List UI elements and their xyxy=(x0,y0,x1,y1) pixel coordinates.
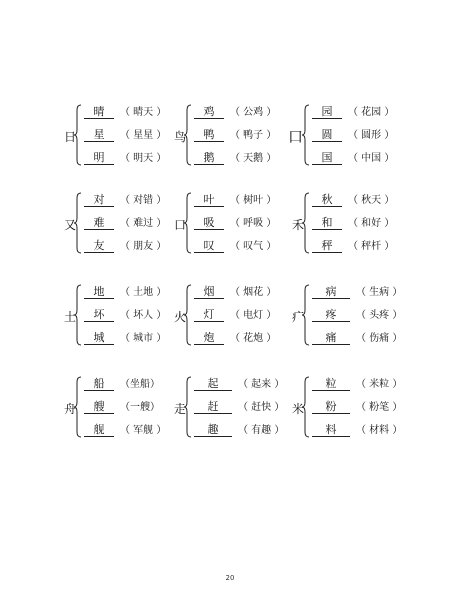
word-group xyxy=(64,284,182,354)
word: （ 烟花 ） xyxy=(230,287,277,298)
radical: 日 xyxy=(64,130,77,144)
brace-icon xyxy=(302,192,310,254)
character: 友 xyxy=(84,239,114,253)
list-item xyxy=(312,422,402,438)
character: 粉 xyxy=(312,400,350,414)
list-item xyxy=(84,104,166,120)
word-group xyxy=(174,192,292,262)
character: 艘 xyxy=(84,400,114,414)
character: 料 xyxy=(312,423,350,437)
character: 星 xyxy=(84,128,114,142)
list-item xyxy=(84,127,166,143)
list-item xyxy=(312,127,394,143)
character: 鹅 xyxy=(194,151,224,165)
list-item xyxy=(194,399,284,415)
list-item xyxy=(194,330,276,346)
list-item xyxy=(84,238,166,254)
character: 明 xyxy=(84,151,114,165)
character: 叶 xyxy=(194,193,224,207)
character: 灯 xyxy=(194,308,224,322)
word-group xyxy=(64,376,182,446)
word: （坐船） xyxy=(120,379,160,390)
list-item xyxy=(84,150,166,166)
character: 粒 xyxy=(312,377,350,391)
radical: 土 xyxy=(64,310,77,324)
list-item xyxy=(84,307,166,323)
brace-icon xyxy=(74,104,82,166)
word: （ 城市 ） xyxy=(120,333,167,344)
word: （ 鸭子 ） xyxy=(230,130,277,141)
list-item xyxy=(194,307,276,323)
list-item xyxy=(194,192,276,208)
word: （ 坏人 ） xyxy=(120,310,167,321)
word: （ 树叶 ） xyxy=(230,195,277,206)
character: 船 xyxy=(84,377,114,391)
character: 趣 xyxy=(194,423,232,437)
character: 鸭 xyxy=(194,128,224,142)
list-item xyxy=(312,399,402,415)
character: 病 xyxy=(312,285,350,299)
word: （ 粉笔 ） xyxy=(356,402,403,413)
brace-icon xyxy=(74,284,82,346)
list-item xyxy=(312,330,402,346)
word: （ 叹气 ） xyxy=(230,241,277,252)
word-group xyxy=(292,284,410,354)
character: 痛 xyxy=(312,331,350,345)
list-item xyxy=(312,376,402,392)
character: 烟 xyxy=(194,285,224,299)
list-item xyxy=(194,104,276,120)
brace-icon xyxy=(184,192,192,254)
list-item xyxy=(84,330,166,346)
word: （ 头疼 ） xyxy=(356,310,403,321)
word: （ 天鹅 ） xyxy=(230,153,277,164)
radical: 疒 xyxy=(292,310,305,324)
character: 秤 xyxy=(312,239,342,253)
brace-icon xyxy=(302,376,310,438)
brace-icon xyxy=(302,104,310,166)
word: （ 朋友 ） xyxy=(120,241,167,252)
character: 圆 xyxy=(312,128,342,142)
character: 坏 xyxy=(84,308,114,322)
character: 鸡 xyxy=(194,105,224,119)
character: 国 xyxy=(312,151,342,165)
word-group xyxy=(174,284,292,354)
list-item xyxy=(312,215,394,231)
word: （一艘） xyxy=(120,402,160,413)
word-group xyxy=(174,376,292,446)
list-item xyxy=(194,284,276,300)
word: （ 米粒 ） xyxy=(356,379,403,390)
word: （ 赶快 ） xyxy=(238,402,285,413)
word: （ 呼吸 ） xyxy=(230,218,277,229)
brace-icon xyxy=(74,376,82,438)
radical: 口 xyxy=(174,218,187,232)
word: （ 公鸡 ） xyxy=(230,107,277,118)
character: 难 xyxy=(84,216,114,230)
list-item xyxy=(194,127,276,143)
word-group xyxy=(292,376,410,446)
word: （ 伤痛 ） xyxy=(356,333,403,344)
word-group xyxy=(174,104,292,174)
word: （ 花炮 ） xyxy=(230,333,277,344)
radical: 口 xyxy=(288,128,304,146)
word: （ 难过 ） xyxy=(120,218,167,229)
character: 对 xyxy=(84,193,114,207)
character: 起 xyxy=(194,377,232,391)
brace-icon xyxy=(184,376,192,438)
word: （ 秋天 ） xyxy=(348,195,395,206)
character: 城 xyxy=(84,331,114,345)
list-item xyxy=(312,104,394,120)
list-item xyxy=(84,215,166,231)
radical: 禾 xyxy=(292,218,305,232)
list-item xyxy=(194,422,284,438)
brace-icon xyxy=(184,104,192,166)
word: （ 材料 ） xyxy=(356,425,403,436)
list-item xyxy=(84,284,166,300)
word: （ 对错 ） xyxy=(120,195,167,206)
list-item xyxy=(84,399,160,415)
list-item xyxy=(312,238,394,254)
word-group xyxy=(64,192,182,262)
brace-icon xyxy=(302,284,310,346)
word: （ 明天 ） xyxy=(120,153,167,164)
character: 吸 xyxy=(194,216,224,230)
radical: 走 xyxy=(174,402,187,416)
list-item xyxy=(312,192,394,208)
word: （ 电灯 ） xyxy=(230,310,277,321)
list-item xyxy=(194,376,284,392)
character: 炮 xyxy=(194,331,224,345)
character: 舰 xyxy=(84,423,114,437)
word: （ 圆形 ） xyxy=(348,130,395,141)
word: （ 军舰 ） xyxy=(120,425,167,436)
word: （ 和好 ） xyxy=(348,218,395,229)
character: 叹 xyxy=(194,239,224,253)
list-item xyxy=(194,238,276,254)
word: （ 秤杆 ） xyxy=(348,241,395,252)
word: （ 中国 ） xyxy=(348,153,395,164)
list-item xyxy=(312,284,402,300)
radical: 米 xyxy=(292,402,305,416)
radical: 又 xyxy=(64,218,77,232)
word: （ 生病 ） xyxy=(356,287,403,298)
list-item xyxy=(194,150,276,166)
list-item xyxy=(312,307,402,323)
character: 和 xyxy=(312,216,342,230)
word-group xyxy=(288,104,406,174)
character: 地 xyxy=(84,285,114,299)
word: （ 土地 ） xyxy=(120,287,167,298)
brace-icon xyxy=(184,284,192,346)
list-item xyxy=(84,422,166,438)
character: 疼 xyxy=(312,308,350,322)
radical: 舟 xyxy=(64,402,77,416)
radical: 火 xyxy=(174,310,187,324)
list-item xyxy=(84,376,160,392)
character: 晴 xyxy=(84,105,114,119)
word: （ 起来 ） xyxy=(238,379,285,390)
brace-icon xyxy=(74,192,82,254)
word-group xyxy=(64,104,182,174)
list-item xyxy=(84,192,166,208)
character: 园 xyxy=(312,105,342,119)
list-item xyxy=(312,150,394,166)
word: （ 有趣 ） xyxy=(238,425,285,436)
character: 赶 xyxy=(194,400,232,414)
radical: 鸟 xyxy=(174,130,187,144)
word-group xyxy=(292,192,410,262)
word: （ 晴天 ） xyxy=(120,107,167,118)
page-number: 20 xyxy=(225,574,235,582)
character: 秋 xyxy=(312,193,342,207)
word: （ 星星 ） xyxy=(120,130,167,141)
word: （ 花园 ） xyxy=(348,107,395,118)
list-item xyxy=(194,215,276,231)
